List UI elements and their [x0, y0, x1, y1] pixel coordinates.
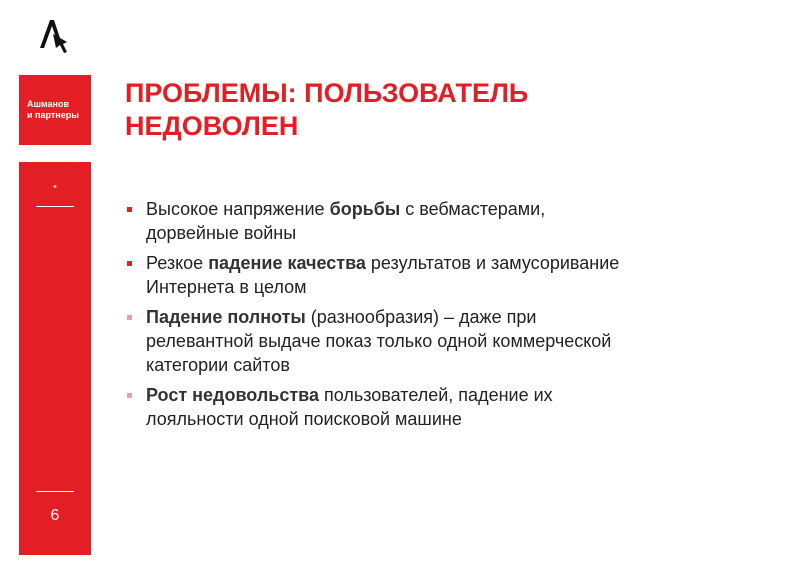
- bullet-item: Падение полноты (разнообразия) – даже при релевантной выдаче показ только одной коммерческой категории сайтов: [125, 305, 785, 377]
- side-divider-bottom: [36, 491, 74, 492]
- ashmanov-logo-icon: [36, 14, 72, 54]
- bullet-item: Резкое падение качества результатов и замусоривание Интернета в целом: [125, 251, 785, 299]
- title-line-2: НЕДОВОЛЕН: [125, 111, 299, 141]
- bullet-list: [125, 197, 785, 437]
- slide-title: [125, 77, 765, 143]
- bullet-marker-icon: [127, 207, 132, 212]
- bullet-marker-icon: [127, 261, 132, 266]
- side-dot: •: [53, 181, 57, 193]
- side-bar: [19, 162, 91, 555]
- title-line-1: ПРОБЛЕМЫ: ПОЛЬЗОВАТЕЛЬ: [125, 78, 529, 108]
- page-number: 6: [50, 507, 60, 524]
- bullet-marker-icon: [127, 315, 132, 320]
- side-divider-top: [36, 206, 74, 207]
- brand-block: [19, 75, 91, 145]
- bullet-item: Высокое напряжение борьбы с вебмастерами, дорвейные войны: [125, 197, 785, 245]
- bullet-item: Рост недовольства пользователей, падение их лояльности одной поисковой машине: [125, 383, 785, 431]
- bullet-marker-icon: [127, 393, 132, 398]
- brand-name: Ашманов и партнеры: [27, 99, 79, 120]
